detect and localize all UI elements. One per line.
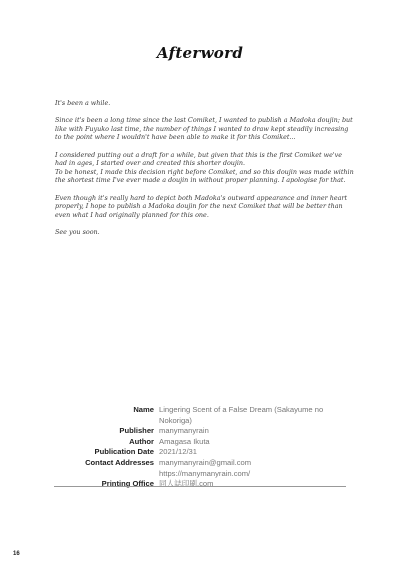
paragraph-farewell: See you soon. <box>55 227 100 236</box>
colophon-value: manymanyrain <box>159 426 209 436</box>
colophon-row-date <box>54 447 354 458</box>
colophon-value <box>159 458 354 479</box>
page-title: Afterword <box>156 44 244 62</box>
colophon-value: Lingering Scent of a False Dream (Sakayume no Nokoriga) <box>159 405 324 425</box>
colophon-row-publisher <box>54 426 354 437</box>
paragraph-next-doujin: Even though it's really hard to depict both Madoka's outward appearance and inner heart properly, I hope to publish a Madoka doujin for the next Comiket that will be better than even what I had originally planned for this one. <box>55 193 348 219</box>
colophon-label: Publication Date <box>94 447 154 457</box>
colophon-value: 同人誌印刷.com <box>159 479 214 489</box>
paragraph-greeting: It's been a while. <box>55 99 111 107</box>
paragraph-apology: To be honest, I made this decision right before Comiket, and so this doujin was made within the shortest time I've ever made a doujin in without proper planning. I apologise for that. <box>55 167 354 185</box>
colophon-label: Contact Addresses <box>85 457 154 467</box>
colophon-row-printing <box>54 479 354 490</box>
paragraph-comiket: Since it's been a long time since the last Comiket, I wanted to publish a Madoka doujin; but like with Fuyuko last time, the number of things I wanted to draw kept steadily increasing to the point where I wouldn't have been able to make it for this Comiket... <box>55 116 353 142</box>
page-number: 16 <box>13 551 20 557</box>
colophon-label: Author <box>129 436 154 446</box>
colophon <box>54 405 354 490</box>
afterword-body <box>55 99 355 245</box>
colophon-divider <box>54 486 346 487</box>
colophon-row-author <box>54 437 354 448</box>
colophon-label: Name <box>133 405 154 414</box>
colophon-value: 2021/12/31 <box>159 447 198 457</box>
colophon-label: Publisher <box>119 426 154 436</box>
colophon-label: Printing Office <box>101 479 154 489</box>
paragraph-draft: I considered putting out a draft for a while, but given that this is the first Comiket we've had in ages, I started over and created this shorter doujin. <box>55 150 343 168</box>
contact-url: https://manymanyrain.com/ <box>159 468 251 478</box>
colophon-value: Amagasa Ikuta <box>159 436 210 446</box>
contact-email: manymanyrain@gmail.com <box>159 457 252 467</box>
colophon-row-name <box>54 405 354 426</box>
colophon-row-contact <box>54 458 354 479</box>
